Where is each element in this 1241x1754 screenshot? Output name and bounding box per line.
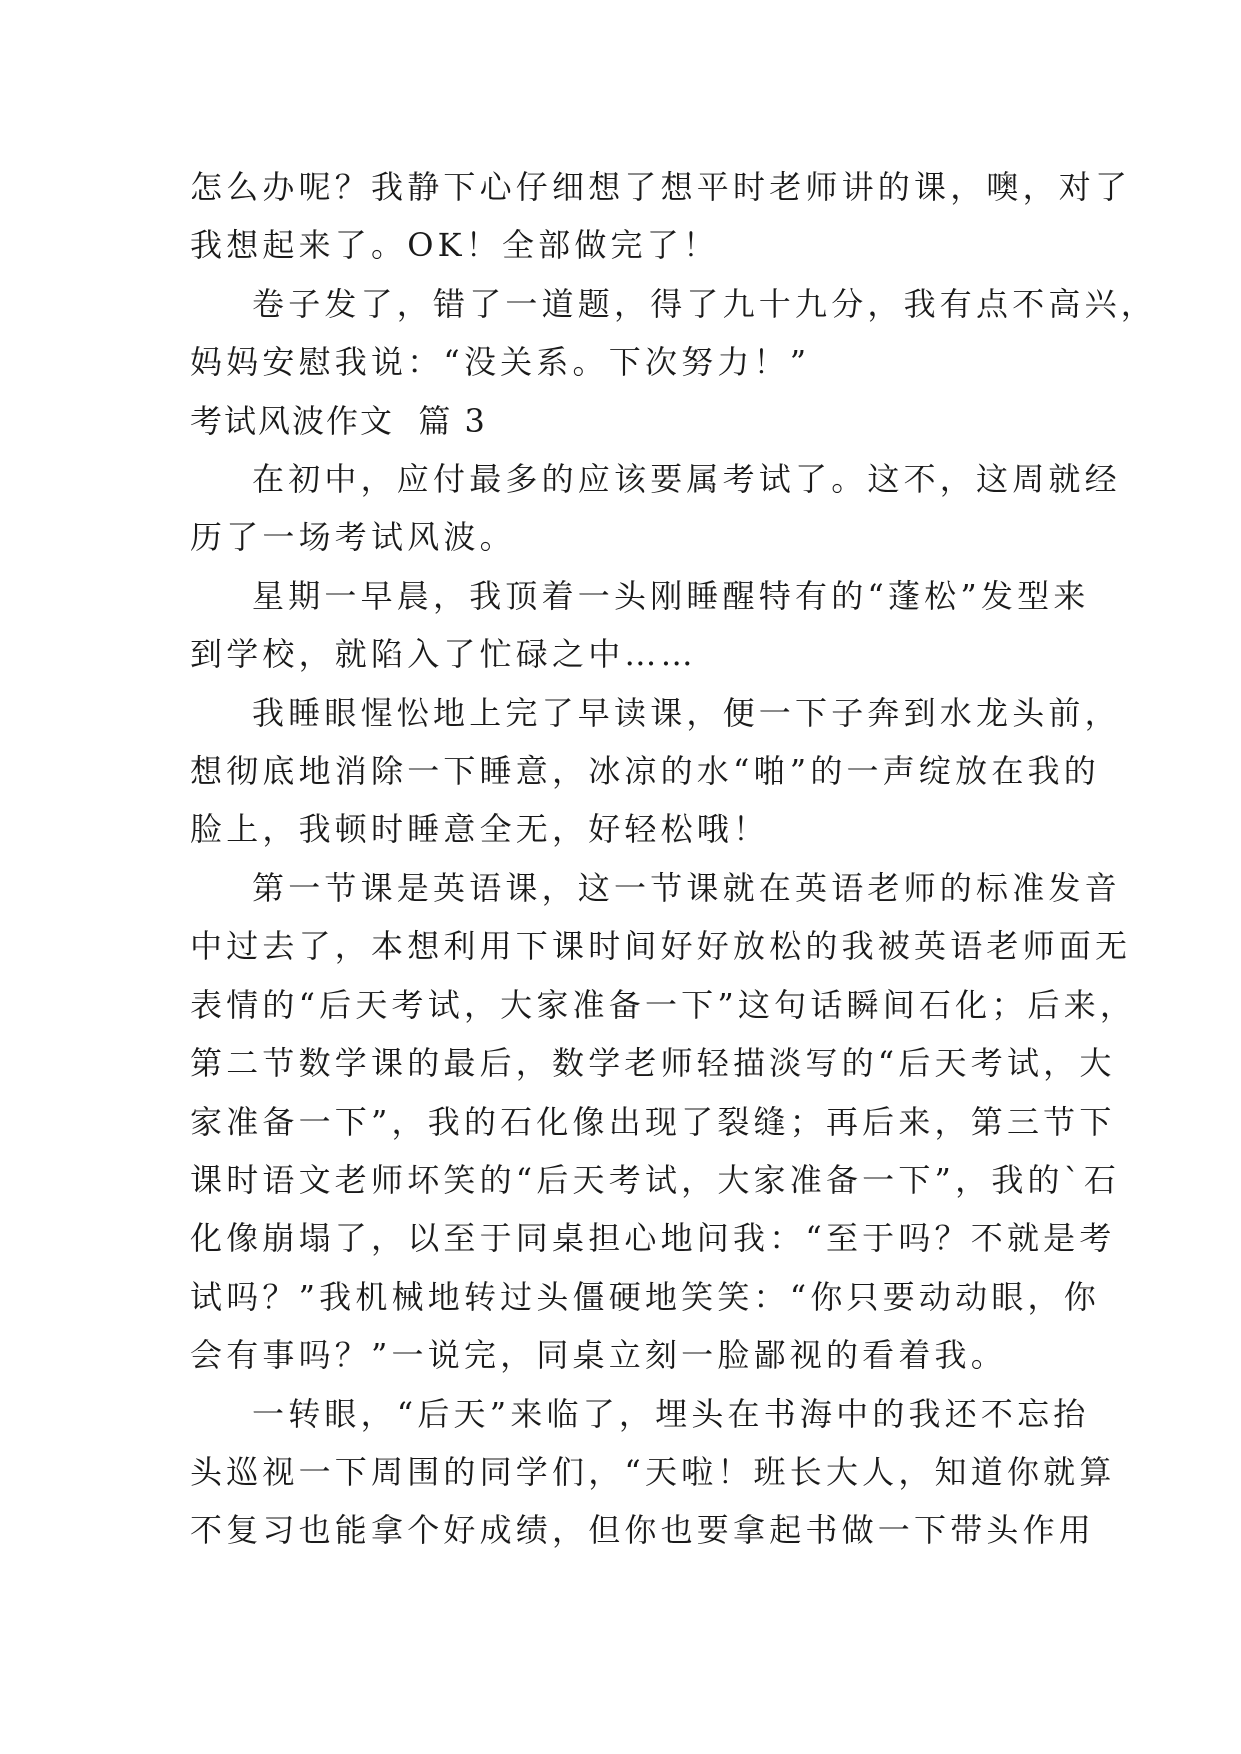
text-line: 我想起来了。OK！全部做完了！ (190, 226, 720, 265)
text-line: 妈妈安慰我说：“没关系。下次努力！” (190, 343, 811, 382)
text-line: 家准备一下”，我的石化像出现了裂缝；再后来，第三节下 (190, 1102, 1116, 1141)
paragraph (190, 275, 1158, 392)
text-line: 我睡眼惺忪地上完了早读课，便一下子奔到水龙头前， (252, 693, 1121, 732)
paragraph (190, 859, 1137, 1385)
paragraph (190, 684, 1121, 859)
text-line: 会有事吗？”一说完，同桌立刻一脸鄙视的看着我。 (190, 1336, 1007, 1375)
text-line: 一转眼，“后天”来临了，埋头在书海中的我还不忘抬 (252, 1394, 1090, 1433)
text-line: 在初中，应付最多的应该要属考试了。这不，这周就经 (252, 460, 1121, 499)
text-line: 卷子发了，错了一道题，得了九十九分，我有点不高兴， (252, 284, 1158, 323)
text-line: 脸上，我顿时睡意全无，好轻松哦！ (190, 810, 770, 849)
text-line: 历了一场考试风波。 (190, 518, 516, 557)
paragraph (190, 567, 1090, 684)
section-heading: 考试风波作文 篇 3 (190, 401, 487, 440)
text-line: 想彻底地消除一下睡意，冰凉的水“啪”的一声绽放在我的 (190, 752, 1100, 791)
text-line: 不复习也能拿个好成绩，但你也要拿起书做一下带头作用 (190, 1511, 1096, 1550)
text-line: 中过去了，本想利用下课时间好好放松的我被英语老师面无 (190, 927, 1132, 966)
text-line: 第二节数学课的最后，数学老师轻描淡写的“后天考试，大 (190, 1044, 1116, 1083)
text-line: 化像崩塌了，以至于同桌担心地问我：“至于吗？不就是考 (190, 1219, 1116, 1258)
paragraph (190, 450, 1121, 567)
text-line: 头巡视一下周围的同学们，“天啦！班长大人，知道你就算 (190, 1452, 1116, 1491)
text-line: 试吗？”我机械地转过头僵硬地笑笑：“你只要动动眼，你 (190, 1277, 1100, 1316)
text-line: 第一节课是英语课，这一节课就在英语老师的标准发音 (252, 868, 1121, 907)
paragraph (190, 158, 1132, 275)
text-line: 到学校，就陷入了忙碌之中…… (190, 635, 697, 674)
text-line: 怎么办呢？我静下心仔细想了想平时老师讲的课，噢，对了 (190, 168, 1132, 206)
text-line: 星期一早晨，我顶着一头刚睡醒特有的“蓬松”发型来 (252, 576, 1090, 615)
paragraph (190, 1385, 1116, 1560)
document-page (190, 158, 1158, 1560)
text-line: 表情的“后天考试，大家准备一下”这句话瞬间石化；后来， (190, 985, 1137, 1024)
text-line: 课时语文老师坏笑的“后天考试，大家准备一下”，我的`石 (190, 1160, 1121, 1199)
